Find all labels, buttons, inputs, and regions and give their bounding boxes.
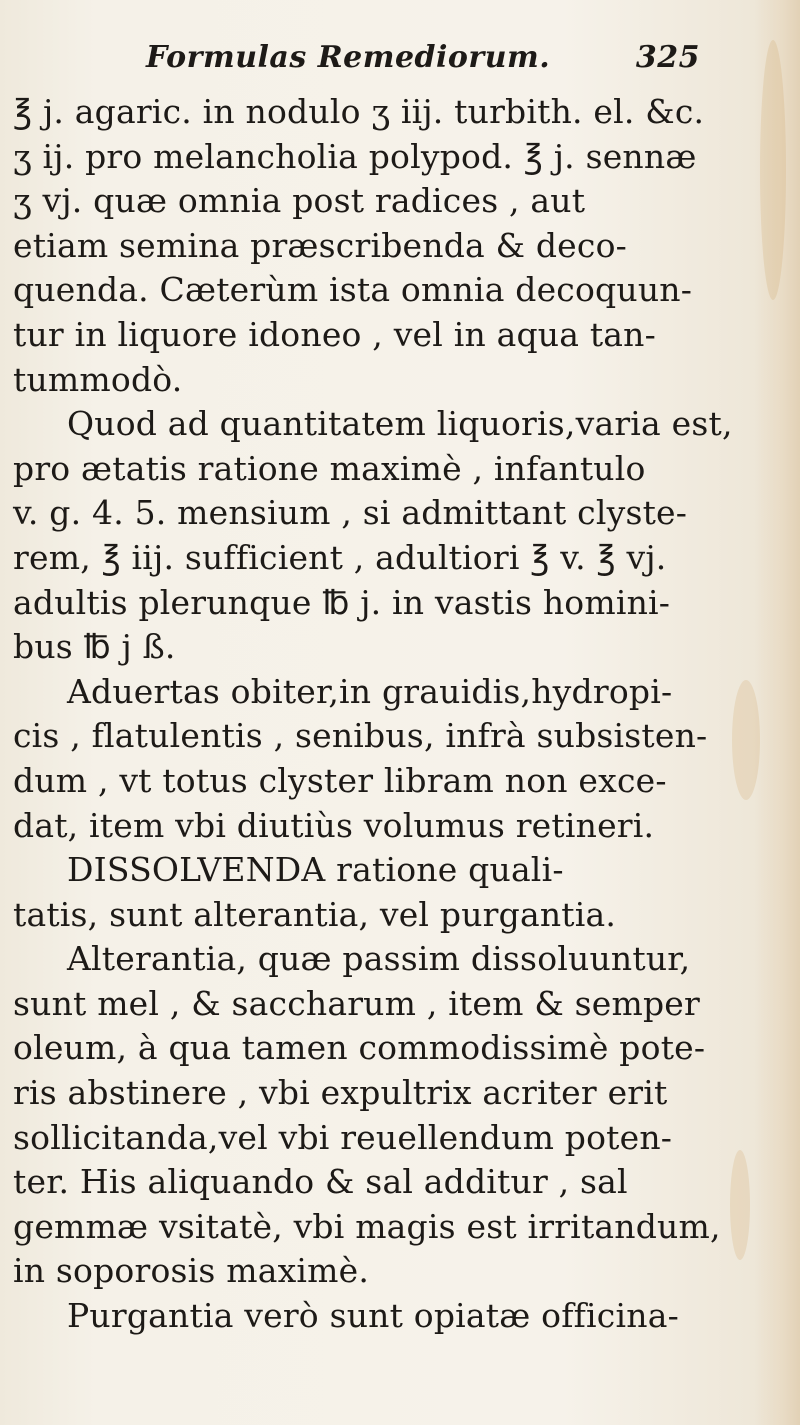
- paragraph-start-line: Aduertas obiter,in grauidis,hydropi-: [67, 671, 673, 711]
- text-line: etiam semina præscribenda & deco-: [13, 225, 628, 265]
- text-line: ℥ j. agaric. in nodulo ʒ iij. turbith. el. &c.: [13, 92, 705, 131]
- body-text: [13, 90, 783, 1339]
- text-line: ʒ vj. quæ omnia post radices , aut: [13, 181, 586, 221]
- page-number: 325: [635, 40, 700, 75]
- text-line: sollicitanda,vel vbi reuellendum poten-: [13, 1117, 673, 1157]
- text-line: v. g. 4. 5. mensium , si admittant clyste-: [13, 493, 688, 533]
- paragraph-start-line: Alterantia, quæ passim dissoluuntur,: [67, 939, 691, 979]
- text-line: tatis, sunt alterantia, vel purgantia.: [13, 894, 617, 934]
- text-line: ris abstinere , vbi expultrix acriter erit: [13, 1073, 668, 1113]
- text-line: ter. His aliquando & sal additur , sal: [13, 1162, 628, 1202]
- text-line: tur in liquore idoneo , vel in aqua tan-: [13, 314, 656, 354]
- paragraph-start-line: Quod ad quantitatem liquoris,varia est,: [67, 404, 733, 444]
- text-line: bus ℔ j ß.: [13, 627, 176, 667]
- text-line: adultis plerunque ℔ j. in vastis homini-: [13, 582, 671, 622]
- text-line: cis , flatulentis , senibus, infrà subsisten-: [13, 716, 708, 756]
- text-line: dum , vt totus clyster libram non exce-: [13, 760, 667, 800]
- text-line: dat, item vbi diutiùs volumus retineri.: [13, 805, 655, 845]
- text-line: tummodò.: [13, 359, 183, 399]
- paragraph-start-line: DISSOLVENDA ratione quali-: [67, 850, 564, 890]
- text-line: rem, ℥ iij. sufficient , adultiori ℥ v. ℥ vj.: [13, 537, 667, 577]
- paragraph-start-line: Purgantia verò sunt opiatæ officina-: [67, 1296, 679, 1336]
- running-head-title: Formulas Remediorum.: [146, 40, 551, 75]
- text-line: oleum, à qua tamen commodissimè pote-: [13, 1028, 706, 1068]
- text-line: ʒ ij. pro melancholia polypod. ℥ j. sennæ: [13, 136, 697, 176]
- text-line: gemmæ vsitatè, vbi magis est irritandum,: [13, 1206, 721, 1246]
- text-line: pro ætatis ratione maximè , infantulo: [13, 448, 646, 488]
- text-line: in soporosis maximè.: [13, 1251, 370, 1291]
- running-head: [120, 32, 700, 82]
- text-line: quenda. Cæterùm ista omnia decoquun-: [13, 270, 693, 310]
- text-line: sunt mel , & saccharum , item & semper: [13, 983, 700, 1023]
